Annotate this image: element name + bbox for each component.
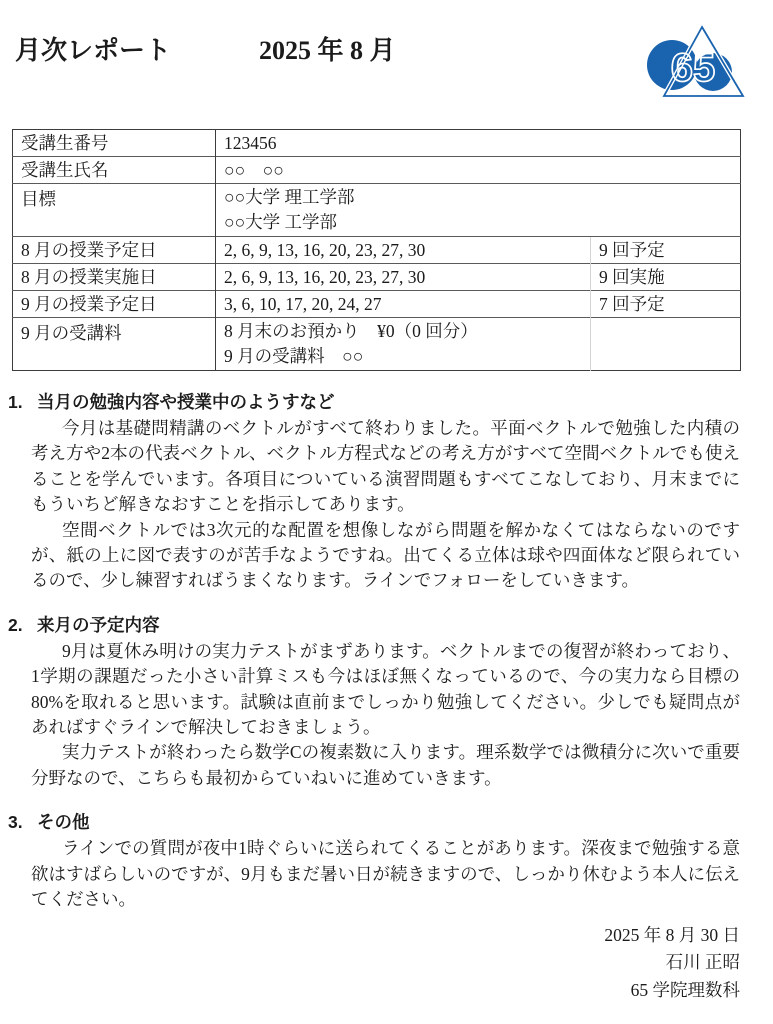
table-row-september-fee xyxy=(13,318,741,371)
goal-value xyxy=(216,184,741,237)
section-2-title: 来月の予定内容 xyxy=(37,614,160,635)
section-2-heading xyxy=(8,612,740,639)
student-info-table xyxy=(12,129,741,371)
section-3-paragraph-1: ラインでの質問が夜中1時ぐらいに送られてくることがあります。深夜まで勉強する意欲はすばらしいのですが、9月もまだ暑い日が続きますので、しっかり休むよう本人に伝えてください。 xyxy=(31,838,740,910)
logo-digits: 65 xyxy=(670,46,716,90)
august-held-count: 9 回実施 xyxy=(591,264,741,291)
student-number-value: 123456 xyxy=(224,133,277,153)
page-title: 月次レポート xyxy=(15,36,172,65)
section-1-paragraph-2: 空間ベクトルでは3次元的な配置を想像しながら問題を解かなくてはならないのですが、紙の上に図で表すのが苦手なようですね。出てくる立体は球や四面体など限られているので、少し練習すればうまくなります。ラインでフォローをしていきます。 xyxy=(31,519,740,591)
september-planned-count: 7 回予定 xyxy=(591,291,741,318)
september-fee-line-2: 9 月の受講料 ○○ xyxy=(224,346,364,366)
school-logo xyxy=(641,24,747,108)
section-other xyxy=(8,809,740,912)
report-date: 2025 年 8 月 30 日 xyxy=(604,924,740,945)
august-planned-count: 9 回予定 xyxy=(591,237,741,264)
signature-block xyxy=(0,922,740,1005)
goal-line-1: ○○大学 理工学部 xyxy=(224,187,355,207)
table-row-student-number xyxy=(13,130,741,157)
august-planned-dates: 2, 6, 9, 13, 16, 20, 23, 27, 30 xyxy=(216,237,591,264)
section-3-title: その他 xyxy=(37,812,90,833)
student-name-value: ○○ ○○ xyxy=(216,157,741,184)
september-fee-count xyxy=(591,318,741,371)
section-1-body xyxy=(8,416,740,594)
report-period: 2025 年 8 月 xyxy=(259,36,396,65)
student-number-label: 受講生番号 xyxy=(13,130,216,157)
goal-label: 目標 xyxy=(13,184,216,237)
table-row-september-planned xyxy=(13,291,741,318)
section-next-month xyxy=(8,612,740,791)
section-1-paragraph-1: 今月は基礎問精講のベクトルがすべて終わりました。平面ベクトルで勉強した内積の考え方や2本の代表ベクトル、ベクトル方程式などの考え方がすべて空間ベクトルでも使えることを学んでいます。各項目についている演習問題もすべてこなしており、月末までにもういちど解きなおすことを指示してあります。 xyxy=(31,418,740,515)
august-held-label: 8 月の授業実施日 xyxy=(13,264,216,291)
section-2-number: 2. xyxy=(8,614,23,635)
section-2-paragraph-1: 9月は夏休み明けの実力テストがまずあります。ベクトルまでの復習が終わっており、1学期の課題だった小さい計算ミスも今はほぼ無くなっているので、今の実力なら目標の80%を取れると思います。試験は直前までしっかり勉強してください。少しでも疑問点があればすぐラインで解決しておきましょう。 xyxy=(31,640,740,738)
section-2-paragraph-2: 実力テストが終わったら数学Cの複素数に入ります。理系数学では微積分に次いで重要分野なので、こちらも最初からていねいに進めていきます。 xyxy=(31,742,740,788)
table-row-august-planned xyxy=(13,237,741,264)
table-row-goal xyxy=(13,184,741,237)
september-planned-dates: 3, 6, 10, 17, 20, 24, 27 xyxy=(216,291,591,318)
goal-line-2: ○○大学 工学部 xyxy=(224,212,338,232)
school-logo-icon xyxy=(641,24,747,108)
table-row-august-held xyxy=(13,264,741,291)
section-1-title: 当月の勉強内容や授業中のようすなど xyxy=(37,392,335,412)
august-held-dates: 2, 6, 9, 13, 16, 20, 23, 27, 30 xyxy=(216,264,591,291)
september-fee-line-1: 8 月末のお預かり ¥0（0 回分） xyxy=(224,321,478,341)
section-current-month xyxy=(8,389,740,594)
student-name-label: 受講生氏名 xyxy=(13,157,216,184)
september-fee-value xyxy=(216,318,591,371)
author-name: 石川 正昭 xyxy=(665,952,740,972)
september-fee-label: 9 月の受講料 xyxy=(13,318,216,371)
section-1-heading xyxy=(8,389,740,416)
section-3-number: 3. xyxy=(8,812,23,833)
section-1-number: 1. xyxy=(8,392,23,412)
september-planned-label: 9 月の授業予定日 xyxy=(13,291,216,318)
table-row-student-name xyxy=(13,157,741,184)
organization-name: 65 学院理数科 xyxy=(630,979,740,1000)
section-2-body xyxy=(8,639,740,791)
section-3-heading xyxy=(8,809,740,836)
august-planned-label: 8 月の授業予定日 xyxy=(13,237,216,264)
section-3-body xyxy=(8,836,740,912)
